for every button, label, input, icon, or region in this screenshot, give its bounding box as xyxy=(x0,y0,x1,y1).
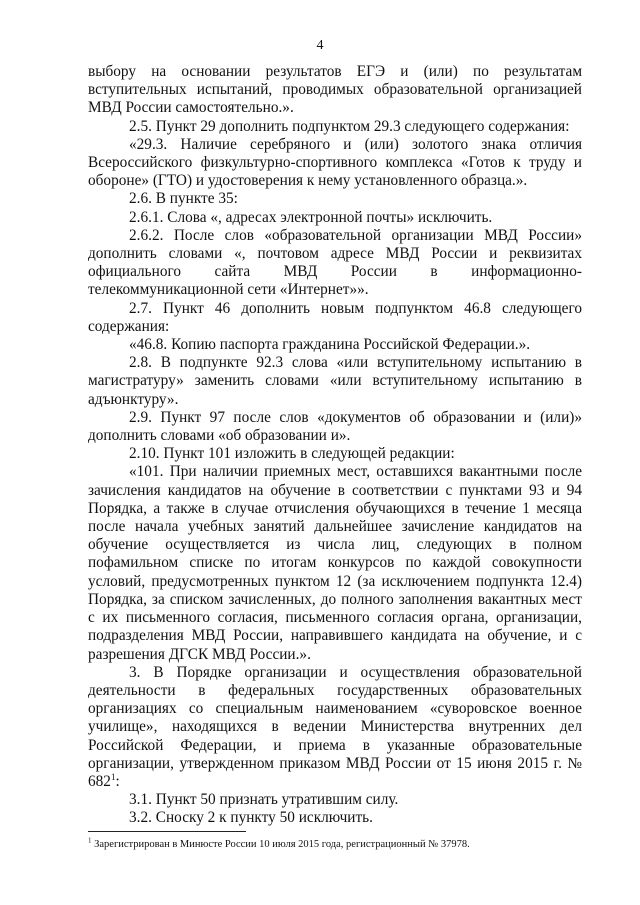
paragraph-101: «101. При наличии приемных мест, оставшихся вакантными после зачисления кандидатов на обучение в соответствии с пунктами 93 и 94 Порядка, а также в случае отчисления обучающихся в течение 1 месяца после начала учебных занятий дальнейшее зачисление кандидатов на обучение осуществляется из числа лиц, следующих в полном пофамильном списке по итогам конкурсов по каждой совокупности условий, предусмотренных пунктом 12 (за исключением подпункта 12.4) Порядка, за списком зачисленных, до полного заполнения вакантных мест с их письменного согласия, письменного согласия органа, организации, подразделения МВД России, направившего кандидата на обучение, и с разрешения ДГСК МВД России.». xyxy=(88,463,582,663)
document-body xyxy=(88,63,582,828)
footnote xyxy=(88,838,582,851)
footnote-text: Зарегистрирован в Минюсте России 10 июля 2015 года, регистрационный № 37978. xyxy=(94,839,470,850)
paragraph-2-6-2: 2.6.2. После слов «образовательной организации МВД России» дополнить словами «, почтовом адресе МВД России и реквизитах официального сайта МВД России в информационно-телекоммуникационной сети «Интернет»». xyxy=(88,226,582,299)
paragraph-3-tail: : xyxy=(115,772,120,790)
paragraph-46-8: «46.8. Копию паспорта гражданина Российской Федерации.». xyxy=(129,336,531,354)
footnote-mark: 1 xyxy=(88,836,92,845)
paragraph-2-9: 2.9. Пункт 97 после слов «документов об образовании и (или)» дополнить словами «об образовании и». xyxy=(88,408,582,445)
paragraph-2-8: 2.8. В подпункте 92.3 слова «или вступительному испытанию в магистратуру» заменить словами «или вступительному испытанию в адъюнктуру». xyxy=(88,354,582,408)
paragraph-3-2: 3.2. Сноску 2 к пункту 50 исключить. xyxy=(129,809,373,827)
footnote-reference[interactable]: 1 xyxy=(110,771,116,782)
footnote-divider xyxy=(88,831,246,832)
paragraph-2-6-1: 2.6.1. Слова «, адресах электронной почты» исключить. xyxy=(129,208,493,226)
paragraph-3-text: 3. В Порядке организации и осуществления образовательной деятельности в федеральных государственных образовательных организациях со специальным наименованием «суворовское военное училище», находящихся в ведении Министерства внутренних дел Российской Федерации, и приема в указанные образовательные организации, утвержденном приказом МВД России от 15 июня 2015 г. № 682 xyxy=(88,663,582,790)
paragraph-2-7: 2.7. Пункт 46 дополнить новым подпунктом 46.8 следующего содержания: xyxy=(88,299,582,335)
paragraph-2-5: 2.5. Пункт 29 дополнить подпунктом 29.3 следующего содержания: xyxy=(129,117,570,135)
paragraph-0: выбору на основании результатов ЕГЭ и (или) по результатам вступительных испытаний, проводимых образовательной организацией МВД России самостоятельно.». xyxy=(88,63,582,117)
paragraph-2-10: 2.10. Пункт 101 изложить в следующей редакции: xyxy=(129,445,455,463)
paragraph-3 xyxy=(88,664,582,791)
paragraph-2-6: 2.6. В пункте 35: xyxy=(129,190,238,208)
page-number: 4 xyxy=(316,38,324,53)
paragraph-29-3: «29.3. Наличие серебряного и (или) золотого знака отличия Всероссийского физкультурно-спортивного комплекса «Готов к труду и обороне» (ГТО) и удостоверения к нему установленного образца.». xyxy=(88,135,582,190)
paragraph-3-1: 3.1. Пункт 50 признать утратившим силу. xyxy=(129,791,399,809)
